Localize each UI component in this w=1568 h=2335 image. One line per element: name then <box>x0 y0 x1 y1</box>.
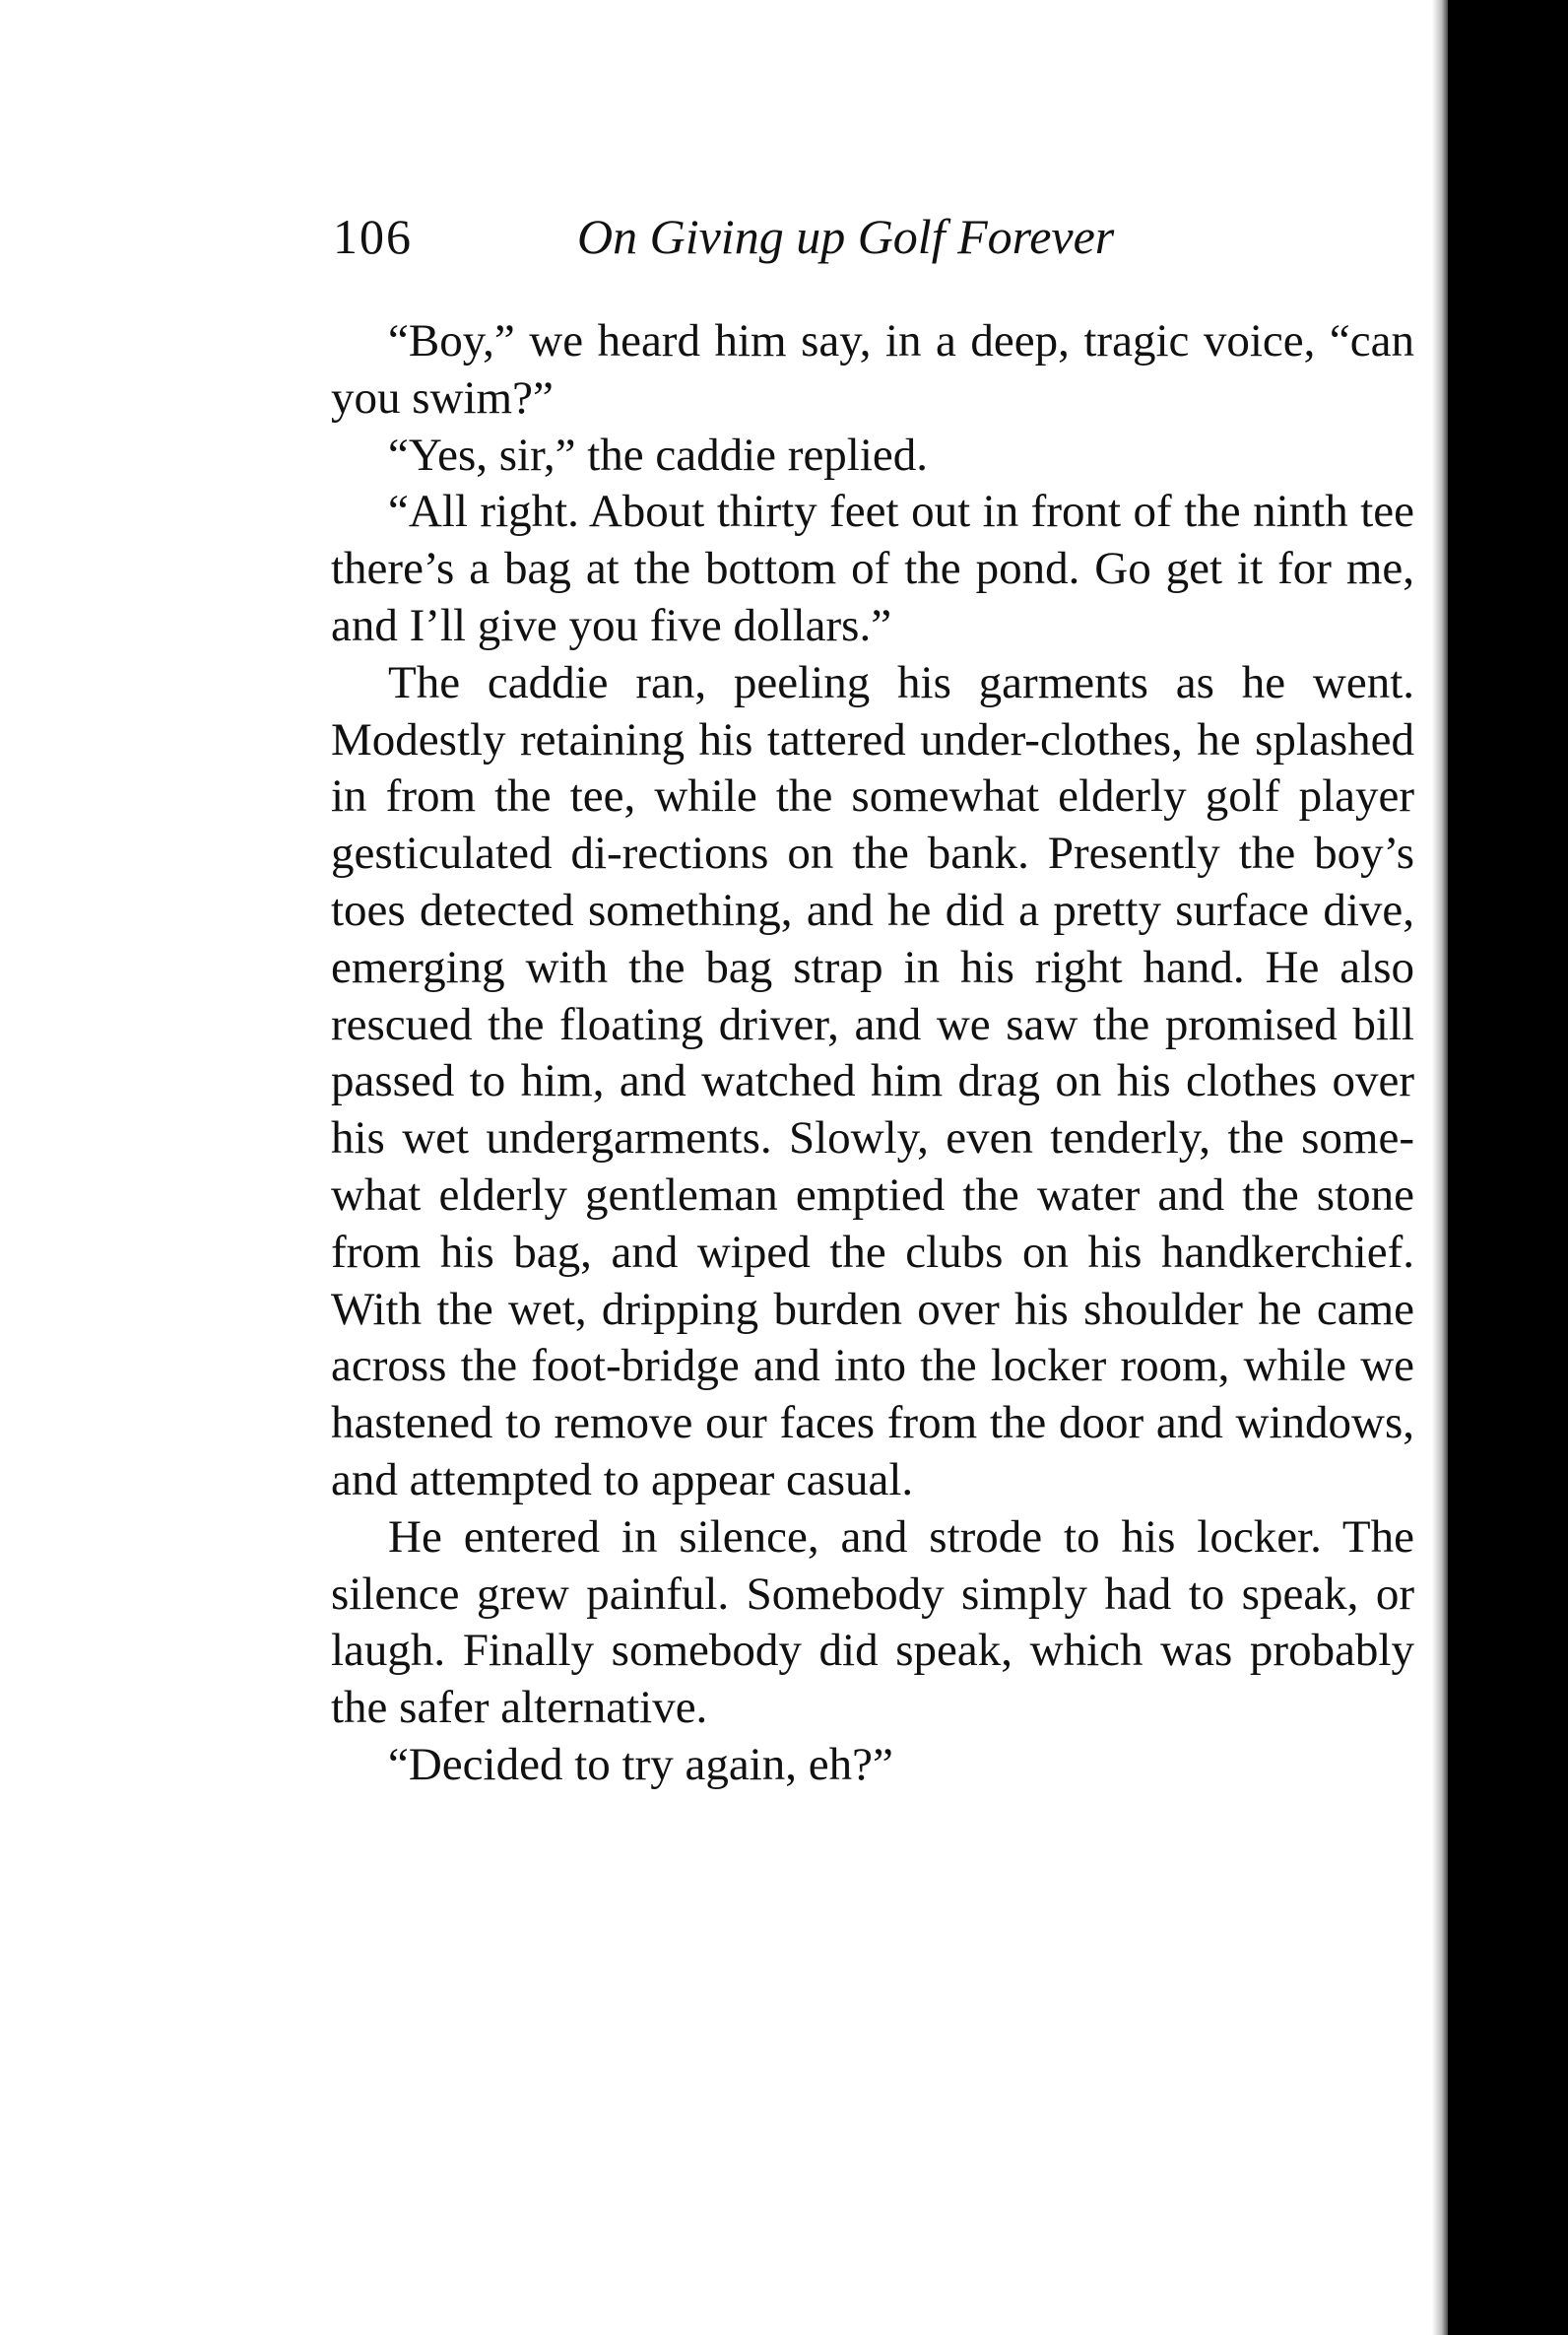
paragraph-3: “All right. About thirty feet out in front of the ninth tee there’s a bag at the bottom of the pond. Go get it for me, and I’ll give you five dollars.” <box>331 486 1414 651</box>
paragraph-5: He entered in silence, and strode to his locker. The silence grew painful. Somebody simply had to speak, or laugh. Finally somebody did speak, which was probably the safer alternative. <box>331 1510 1414 1734</box>
body-text <box>331 313 1414 1794</box>
running-head <box>333 202 1406 271</box>
running-title: On Giving up Golf Forever <box>577 209 1115 264</box>
paragraph-1: “Boy,” we heard him say, in a deep, tragic voice, “can you swim?” <box>331 315 1414 424</box>
page-edge-dark-border <box>1448 0 1568 2335</box>
paragraph-4: The caddie ran, peeling his garments as he went. Modestly retaining his tattered under-clothes, he splashed in from the tee, while the somewhat elderly golf player gesticulated di-rections on the bank. Presently the boy’s toes detected something, and he did a pretty surface dive, emerging with the bag strap in his right hand. He also rescued the floating driver, and we saw the promised bill passed to him, and watched him drag on his clothes over his wet undergarments. Slowly, even tenderly, the some-what elderly gentleman emptied the water and the stone from his bag, and wiped the clubs on his handkerchief. With the wet, dripping burden over his shoulder he came across the foot-bridge and into the locker room, while we hastened to remove our faces from the door and windows, and attempted to appear casual. <box>331 656 1414 1505</box>
paragraph-2: “Yes, sir,” the caddie replied. <box>388 429 929 481</box>
page-number: 106 <box>333 209 413 264</box>
page-gutter-shadow <box>1432 0 1448 2335</box>
paragraph-6: “Decided to try again, eh?” <box>388 1738 893 1790</box>
